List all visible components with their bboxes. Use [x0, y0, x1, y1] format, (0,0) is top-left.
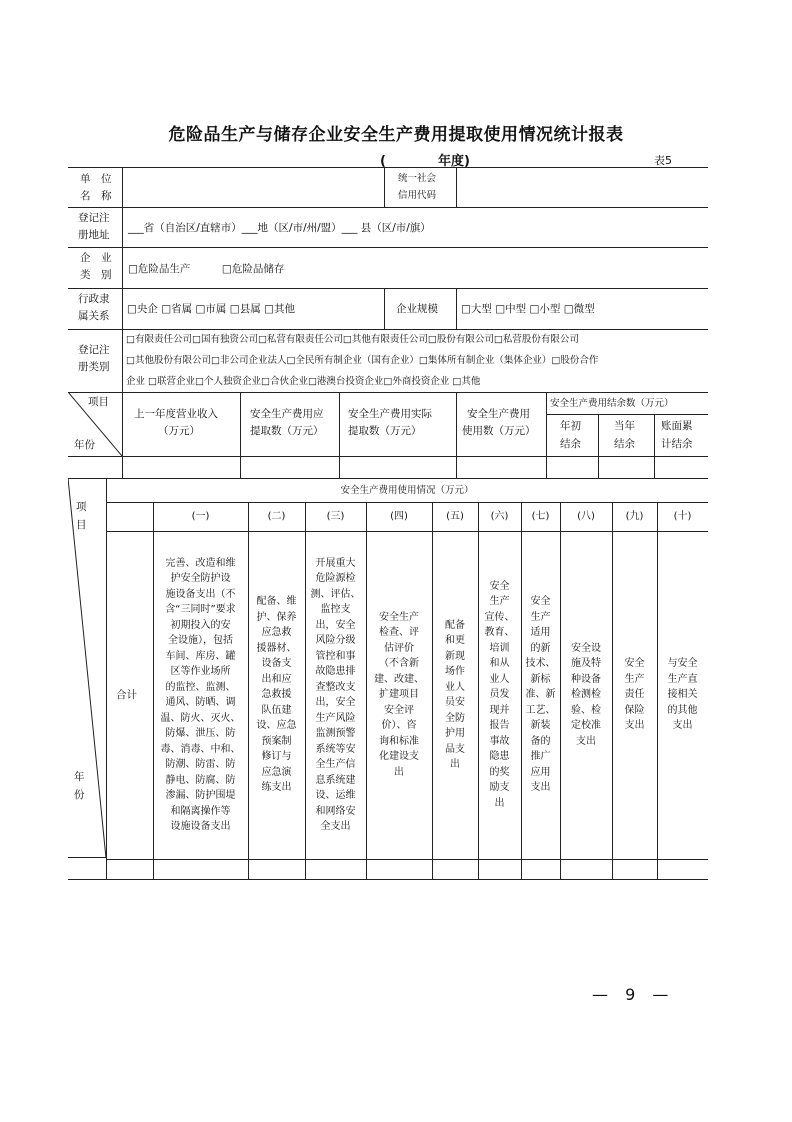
usage-desc-line: 车间、库房、罐 [165, 650, 236, 662]
usage-desc-line: 报告 [489, 720, 510, 732]
usage-desc-line: 护用 [445, 728, 465, 739]
usage-desc-line: 护安全防护设 [170, 573, 231, 584]
usage-desc-line: 应急救 [261, 627, 292, 639]
usage-desc-line: 管控和事 [315, 650, 356, 662]
usage-desc-line: 和更 [445, 635, 465, 646]
usage-col-desc-8 [560, 532, 612, 858]
revenue-header-1: 上一年度营业收入 [134, 408, 218, 420]
usage-desc-line: 修订与 [261, 751, 292, 763]
usage-desc-line: 监控支 [320, 604, 351, 615]
usage-header: 安全生产费用使用情况（万元） [340, 485, 474, 496]
usage-desc-line: 出，安全 [315, 619, 356, 631]
usage-desc-line: 生产直 [667, 673, 698, 685]
usage-col-number-4: (四) [390, 511, 408, 523]
usage-desc-line: 和从 [489, 658, 510, 670]
usage-col-desc-10 [657, 532, 708, 858]
usage-col-number-9: (九) [625, 511, 644, 523]
usage-desc-line: 励支 [489, 782, 510, 794]
balance-start-1: 年初 [560, 420, 581, 432]
balance-year-1: 当年 [614, 420, 635, 432]
reg-address-label-1: 登记注 [78, 212, 110, 224]
usage-desc-line: 援器材、 [256, 642, 297, 654]
usage-desc-line: 生产 [624, 673, 645, 685]
usage-desc-line: 的监控、监测、 [165, 681, 236, 693]
usage-desc-line: 接相关 [667, 689, 698, 701]
usage-desc-line: 与安全 [667, 658, 698, 670]
usage-desc-line: 新标 [530, 673, 551, 685]
usage-desc-line: 渗漏、防护围堤 [165, 790, 236, 801]
usage-corner-item-2: 目 [76, 519, 87, 531]
usage-desc-line: 推广 [530, 751, 551, 763]
usage-desc-line: 支出 [624, 720, 645, 732]
usage-desc-line: 教育、 [484, 627, 515, 639]
usage-desc-line: 故隐患排 [315, 666, 356, 677]
usage-desc-line: 的其他 [667, 704, 698, 716]
reg-type-options-3[interactable]: 企业 □联营企业□个人独资企业□合伙企业□港澳台投资企业□外商投资企业 □其他 [126, 376, 481, 387]
usage-desc-line: 应急演 [261, 766, 292, 778]
usage-desc-line: 种设备 [571, 673, 601, 685]
admin-options[interactable]: □央企 □省属 □市属 □县属 □其他 [127, 303, 295, 315]
credit-code-label-1: 统一社会 [398, 173, 437, 184]
enterprise-type-label-2: 类 别 [80, 269, 112, 281]
admin-label-2: 属关系 [78, 310, 110, 322]
usage-desc-line: 员发 [489, 689, 510, 701]
usage-desc-line: 培训 [489, 642, 510, 654]
usage-desc-line: 扩建项目 [379, 689, 419, 701]
used-header-2: 使用数（万元） [462, 425, 536, 437]
usage-desc-line: 生产 [530, 611, 551, 623]
usage-desc-line: 设、应急 [256, 720, 297, 732]
usage-desc-line: 系统等安 [315, 743, 356, 755]
usage-desc-line: 含“三同时”要求 [165, 604, 236, 615]
usage-desc-line: 出 [494, 797, 505, 809]
usage-desc-line: 队伍建 [261, 704, 292, 716]
usage-desc-line: 业人 [445, 681, 465, 693]
usage-desc-line: 息系统建 [315, 774, 356, 786]
usage-desc-line: 安全评 [384, 704, 414, 716]
usage-desc-line: 通风、防晒、调 [165, 697, 236, 708]
usage-desc-line: 支出 [576, 735, 596, 747]
usage-desc-line: 设备支 [261, 658, 292, 670]
usage-desc-line: 区等作业场所 [170, 666, 231, 677]
unit-name-field[interactable] [126, 170, 380, 204]
usage-desc-line: 防爆、泄压、防 [165, 728, 236, 739]
usage-desc-line: 新现 [445, 650, 465, 662]
usage-desc-line: 全设施），包括 [168, 635, 233, 646]
usage-desc-line: 安全 [530, 596, 551, 608]
usage-col-number-1: (一) [191, 511, 210, 523]
usage-desc-line: 风险分级 [315, 635, 356, 646]
usage-desc-line: 员安 [445, 697, 465, 708]
usage-col-desc-1 [153, 532, 248, 858]
usage-desc-line: 练支出 [261, 782, 292, 794]
usage-col-desc-6 [478, 532, 521, 858]
enterprise-type-options[interactable]: □危险品生产 □危险品储存 [128, 263, 285, 275]
usage-desc-line: 工艺、 [525, 704, 556, 716]
usage-desc-line: 安全生产 [379, 611, 419, 623]
usage-desc-line: 毒、消毒、中和、 [160, 743, 241, 755]
usage-desc-line: 和网络安 [315, 805, 356, 817]
credit-code-label-2: 信用代码 [398, 190, 437, 201]
usage-desc-line: 验、检 [571, 704, 601, 716]
usage-col-desc-9 [612, 532, 657, 858]
usage-col-desc-4 [366, 532, 432, 858]
usage-total-label: 合计 [116, 689, 137, 701]
unit-name-label-1: 单 位 [80, 173, 112, 185]
usage-desc-line: 配备 [445, 619, 465, 631]
usage-desc-line: 询和标准 [379, 735, 419, 747]
scale-label: 企业规模 [396, 303, 438, 315]
usage-desc-line: 准、新 [525, 689, 556, 701]
year-line: ( 年度) [380, 154, 470, 169]
reg-type-label-2: 册类别 [78, 361, 110, 373]
should-header-1: 安全生产费用应 [250, 408, 324, 420]
usage-desc-line: （不含新 [379, 658, 419, 670]
usage-desc-line: 监测预警 [315, 728, 356, 739]
usage-desc-line: 出 [394, 766, 404, 778]
reg-type-label-1: 登记注 [78, 344, 110, 356]
balance-total-2: 计结余 [661, 438, 693, 450]
usage-desc-line: 设、运维 [315, 790, 356, 801]
balance-year-2: 结余 [614, 438, 635, 450]
usage-desc-line: 预案制 [261, 735, 292, 747]
usage-corner-year-2: 份 [74, 789, 85, 801]
usage-desc-line: 护、保养 [256, 611, 297, 623]
usage-col-number-5: (五) [446, 511, 464, 523]
page-title: 危险品生产与储存企业安全生产费用提取使用情况统计报表 [168, 125, 624, 145]
usage-desc-line: 完善、改造和维 [165, 557, 236, 569]
usage-col-number-8: (八) [577, 511, 595, 523]
usage-desc-line: 设施设备支出 [170, 821, 231, 832]
usage-desc-line: 出 [450, 759, 460, 770]
usage-desc-line: 支出 [530, 782, 551, 794]
usage-desc-line: 安全 [489, 580, 510, 592]
usage-desc-line: 估评价 [384, 642, 414, 654]
usage-desc-line: 宣传、 [484, 611, 515, 623]
usage-desc-line: 防潮、防雷、防 [165, 759, 236, 770]
usage-desc-line: 安全 [624, 658, 645, 670]
revenue-header-2: （万元） [158, 425, 200, 437]
should-header-2: 提取数（万元） [250, 425, 324, 437]
usage-desc-line: 现并 [489, 704, 510, 716]
usage-col-number-2: (二) [267, 511, 286, 523]
usage-corner-item-1: 项 [76, 501, 87, 513]
reg-type-options-2[interactable]: □其他股份有限公司□非公司企业法人□全民所有制企业（国有企业）□集体所有制企业（集体企业）□股份合作 [126, 355, 599, 366]
enterprise-type-label-1: 企 业 [80, 252, 112, 264]
usage-col-desc-2 [248, 532, 305, 858]
scale-options[interactable]: □大型 □中型 □小型 □微型 [461, 303, 595, 315]
usage-desc-line: 责任 [624, 689, 645, 701]
usage-desc-line: 和隔离操作等 [170, 805, 231, 817]
usage-desc-line: 支出 [672, 720, 693, 732]
usage-desc-line: 建、改建、 [374, 673, 424, 685]
usage-desc-line: 危险源检 [315, 573, 356, 584]
summary-corner-item: 项目 [88, 396, 109, 408]
usage-desc-line: 温、防火、灭火、 [160, 712, 241, 724]
usage-desc-line: 化建设支 [379, 751, 419, 763]
reg-address-label-2: 册地址 [78, 229, 110, 241]
usage-desc-line: 全生产信 [315, 759, 356, 770]
usage-desc-line: 初期投入的安 [170, 619, 231, 631]
usage-desc-line: 检测检 [571, 689, 601, 701]
usage-desc-line: 出，安全 [315, 697, 356, 708]
usage-col-desc-5 [432, 532, 478, 858]
usage-desc-line: 的新 [530, 642, 551, 654]
usage-desc-line: 定校准 [571, 720, 601, 732]
usage-corner-year-1: 年 [74, 771, 85, 783]
usage-desc-line: 静电、防腐、防 [165, 774, 236, 786]
credit-code-field[interactable] [460, 170, 704, 204]
usage-desc-line: 测、评估、 [310, 588, 361, 600]
usage-desc-line: 全防 [445, 712, 465, 724]
reg-type-options-1[interactable]: □有限责任公司□国有独资公司□私营有限责任公司□其他有限责任公司□股份有限公司□私营股份有限公司 [126, 334, 579, 345]
used-header-1: 安全生产费用 [467, 408, 530, 420]
actual-header-2: 提取数（万元） [348, 425, 422, 437]
usage-desc-line: 查整改支 [315, 681, 356, 693]
usage-col-number-10: (十) [673, 511, 692, 523]
usage-desc-line: 出和应 [261, 673, 292, 685]
usage-desc-line: 配备、维 [256, 596, 297, 608]
usage-col-desc-7 [521, 532, 560, 858]
usage-desc-line: 价）、咨 [381, 720, 417, 732]
usage-col-number-7: (七) [531, 511, 550, 523]
usage-desc-line: 生产风险 [315, 712, 356, 724]
balance-total-1: 账面累 [661, 420, 693, 432]
unit-name-label-2: 名 称 [80, 190, 112, 202]
usage-desc-line: 保险 [624, 704, 645, 716]
balance-header: 安全生产费用结余数（万元） [550, 398, 674, 409]
usage-desc-line: 检查、评 [379, 627, 419, 639]
usage-col-number-6: (六) [490, 511, 509, 523]
usage-desc-line: 施及特 [571, 658, 601, 670]
usage-desc-line: 隐患 [489, 751, 510, 763]
usage-desc-line: 安全设 [571, 642, 601, 654]
actual-header-1: 安全生产费用实际 [348, 408, 432, 420]
usage-desc-line: 业人 [489, 673, 510, 685]
usage-col-desc-3 [305, 532, 366, 858]
usage-desc-line: 全支出 [320, 821, 351, 832]
usage-desc-line: 应用 [530, 766, 551, 778]
usage-col-number-3: (三) [326, 511, 345, 523]
summary-corner-year: 年份 [74, 439, 95, 451]
usage-desc-line: 事故 [489, 735, 510, 747]
usage-desc-line: 的奖 [489, 766, 510, 778]
usage-desc-line: 备的 [530, 735, 551, 747]
usage-desc-line: 场作 [445, 666, 465, 677]
admin-label-1: 行政隶 [78, 293, 110, 305]
page-number: — 9 — [592, 985, 675, 1004]
table-number: 表5 [654, 154, 672, 167]
reg-address-value[interactable]: ___省（自治区/直辖市）___地（区/市/州/盟）___ 县（区/市/旗） [128, 222, 431, 234]
usage-desc-line: 新装 [530, 720, 551, 732]
usage-desc-line: 品支 [445, 743, 465, 755]
usage-desc-line: 技术、 [525, 658, 556, 670]
usage-desc-line: 开展重大 [315, 557, 356, 569]
usage-desc-line: 适用 [530, 627, 551, 639]
usage-desc-line: 急救援 [261, 689, 292, 701]
balance-start-2: 结余 [560, 438, 581, 450]
usage-desc-line: 生产 [489, 596, 510, 608]
usage-desc-line: 施设备支出（不 [165, 588, 236, 600]
